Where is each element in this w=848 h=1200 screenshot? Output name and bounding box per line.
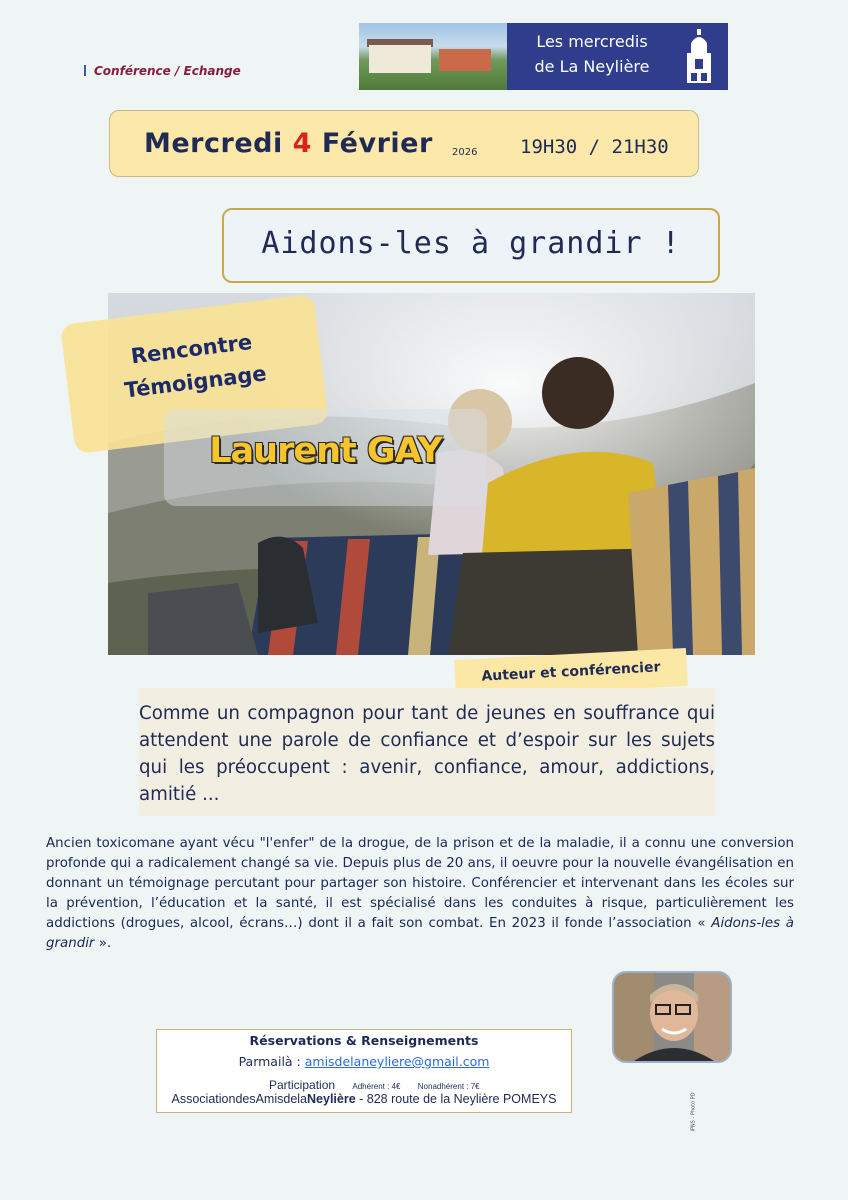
date-month: Février <box>321 128 433 159</box>
banner-building-photo <box>359 23 507 90</box>
event-date <box>144 128 433 159</box>
speaker-name: Laurent GAY <box>209 431 442 471</box>
participation-prices <box>269 1078 480 1092</box>
address-bold: Neylière <box>307 1092 356 1106</box>
photo-credit-text: IPNS - Photo PD <box>690 1092 697 1132</box>
reservation-box <box>156 1029 572 1113</box>
tag-line-2: Témoignage <box>123 361 268 403</box>
series-banner <box>359 23 728 90</box>
banner-building-main <box>369 45 431 73</box>
deckchair-right <box>628 468 755 655</box>
nonadherent-price: Nonadhérent : 7€ <box>417 1082 480 1091</box>
rencontre-tag-text <box>63 318 324 415</box>
speaker-role: Auteur et conférencier <box>481 659 661 685</box>
banner-title <box>517 29 667 79</box>
address-suffix: - 828 route de la Neylière POMEYS <box>355 1092 557 1106</box>
participation-label: Participation <box>269 1078 336 1092</box>
tag-line-1: Rencontre <box>129 329 254 369</box>
reservation-title: Réservations & Renseignements <box>249 1033 479 1048</box>
speaker-portrait <box>612 971 732 1063</box>
contact-email-link[interactable]: amisdelaneyliere@gmail.com <box>304 1054 490 1069</box>
date-day-number: 4 <box>292 128 312 159</box>
photo-credit <box>690 1085 754 1145</box>
event-category <box>84 64 241 78</box>
adherent-price: Adhérent : 4€ <box>352 1082 401 1091</box>
event-category-text: Conférence / Echange <box>94 64 241 78</box>
portrait-image <box>614 973 730 1061</box>
date-year: 2026 <box>452 147 478 158</box>
speaker-bio <box>46 834 794 954</box>
address-prefix: AssociationdesAmisdela <box>171 1092 308 1106</box>
reservation-email-row <box>157 1054 571 1069</box>
event-title: Aidons-les à grandir ! <box>261 226 681 261</box>
kicker-bar <box>84 65 86 76</box>
quote-box <box>139 688 715 816</box>
association-address <box>157 1092 571 1106</box>
date-weekday: Mercredi <box>144 128 283 159</box>
bell-tower-icon <box>681 29 717 85</box>
bio-association-name: Aidons-les à grandir <box>46 916 794 951</box>
quote-text: Comme un compagnon pour tant de jeunes en souffrance qui attendent une parole de confiance et d’espoir sur les sujets qui les préoccupent : avenir, confiance, amour, addictions, amitié ... <box>139 703 715 805</box>
bio-text: Ancien toxicomane ayant vécu "l'enfer" de la drogue, de la prison et de la maladie, il a connu une conversion profonde qui a radicalement changé sa vie. Depuis plus de 20 ans, il oeuvre pour la nouvelle évangélisation en donnant un témoignage percutant pour partager son histoire. Conférencier et intervenant dans les écoles sur la prévention, l’éducation et la santé, il est spécialisé dans les conduites à risque, particulièrement les addictions (drogues, alcool, écrans…) dont il a fait son combat. En 2023 il fonde l’association « <box>46 836 794 931</box>
banner-building-side <box>439 49 491 71</box>
title-box <box>222 208 720 283</box>
event-time: 19H30 / 21H30 <box>520 136 669 158</box>
banner-title-line1: Les mercredis <box>536 32 648 51</box>
email-prefix: Parmailà : <box>238 1054 305 1069</box>
speaker-name-panel <box>164 409 487 506</box>
banner-title-line2: de La Neylière <box>534 57 650 76</box>
date-box <box>109 110 699 177</box>
bio-text-end: ». <box>94 936 112 951</box>
